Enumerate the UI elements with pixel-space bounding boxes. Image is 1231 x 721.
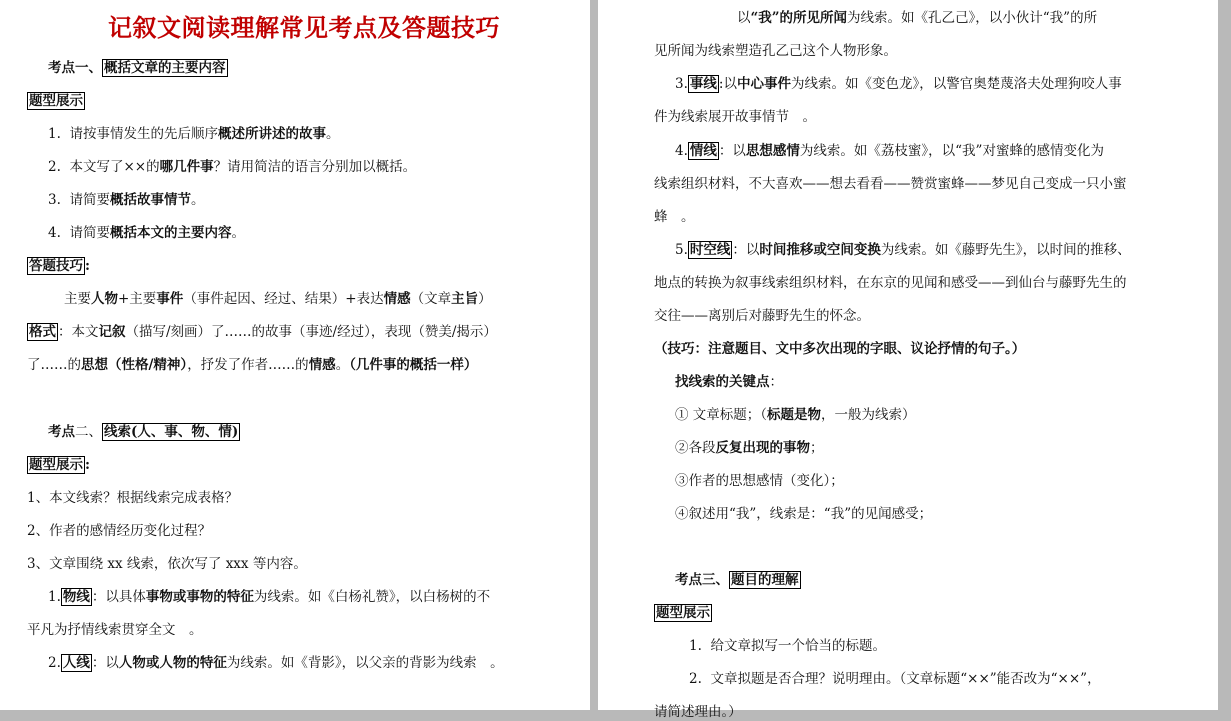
question-types-heading: 题型展示 [29,93,83,109]
document-page-left [0,0,590,710]
list-item: 2. 文章拟题是否合理？说明理由。（文章标题“××”能否改为“××”， [689,671,1101,687]
clue-person-cont-2: 见所闻为线索塑造孔乙己这个人物形象。 [654,43,897,59]
clue-emotion-cont: 线索组织材料，不大喜欢——想去看看——赞赏蜜蜂——梦见自己变成一只小蜜 [654,176,1127,192]
clue-event-cont: 件为线索展开故事情节 。 [654,109,816,125]
format-line-2: 了……的思想（性格/精神），抒发了作者……的情感。（几件事的概括一样） [27,357,478,373]
list-item: 1. 请按事情发生的先后顺序概述所讲述的故事。 [48,126,340,142]
document-page-right [598,0,1218,720]
list-item: 2. 本文写了××的哪几件事？请用简洁的语言分别加以概括。 [48,159,417,175]
format-line-1: 格式 ：本文记叙（描写/刻画）了……的故事（事迹/经过），表现（赞美/揭示） [29,324,497,340]
list-item: 3. 请简要概括故事情节。 [48,192,205,208]
key-points-heading: 找线索的关键点： [675,374,783,390]
clue-object: 1. 物线 ：以具体事物或事物的特征为线索。如《白杨礼赞》，以白杨树的不 [48,589,491,605]
clue-timespace: 5. 时空线 ：以时间推移或空间变换为线索。如《藤野先生》，以时间的推移、 [675,242,1131,258]
section-heading-1: 考点一、 概括文章的主要内容 [48,60,226,76]
list-item: 1. 给文章拟写一个恰当的标题。 [689,638,886,654]
document-title: 记叙文阅读理解常见考点及答题技巧 [108,13,500,42]
section-heading-2: 考点二、 线索(人、事、物、情) [48,424,239,440]
section-heading-3: 考点三、 题目的理解 [675,572,799,588]
list-item: ① 文章标题；（标题是物，一般为线索） [675,407,916,423]
clue-person-cont-1: 以“我”的所见所闻为线索。如《孔乙己》，以小伙计“我”的所 [737,10,1098,26]
list-item: 2、作者的感情经历变化过程？ [27,523,212,539]
question-types-heading: 题型展示 : [29,457,90,473]
list-item: ③作者的思想感情（变化）； [675,473,844,489]
list-item-cont: 请简述理由。） [654,704,742,720]
list-item: 1、本文线索？根据线索完成表格？ [27,490,239,506]
clue-timespace-cont: 交往——离别后对藤野先生的怀念。 [654,308,870,324]
list-item: 3、文章围绕 xx 线索，依次写了 xxx 等内容。 [27,556,307,572]
list-item: ②各段反复出现的事物； [675,440,824,456]
clue-emotion: 4. 情线 ：以思想感情为线索。如《荔枝蜜》，以“我”对蜜蜂的感情变化为 [675,143,1104,159]
tip-note: （技巧：注意题目、文中多次出现的字眼、议论抒情的句子。） [654,341,1026,357]
list-item: 4. 请简要概括本文的主要内容。 [48,225,245,241]
clue-object-cont: 平凡为抒情线索贯穿全文 。 [27,622,203,638]
clue-emotion-cont: 蜂 。 [654,209,695,225]
clue-person: 2. 人线 ：以人物或人物的特征为线索。如《背影》，以父亲的背影为线索 。 [48,655,504,671]
question-types-heading: 题型展示 [656,605,710,621]
clue-timespace-cont: 地点的转换为叙事线索组织材料，在东京的见闻和感受——到仙台与藤野先生的 [654,275,1127,291]
answer-formula: 主要人物+主要事件（事件起因、经过、结果）+表达情感（文章主旨） [64,291,492,307]
tips-heading: 答题技巧 : [29,258,90,274]
clue-event: 3. 事线 :以中心事件为线索。如《变色龙》，以警官奥楚蔑洛夫处理狗咬人事 [675,76,1122,92]
list-item: ④叙述用“我”，线索是：“我”的见闻感受； [675,506,933,522]
